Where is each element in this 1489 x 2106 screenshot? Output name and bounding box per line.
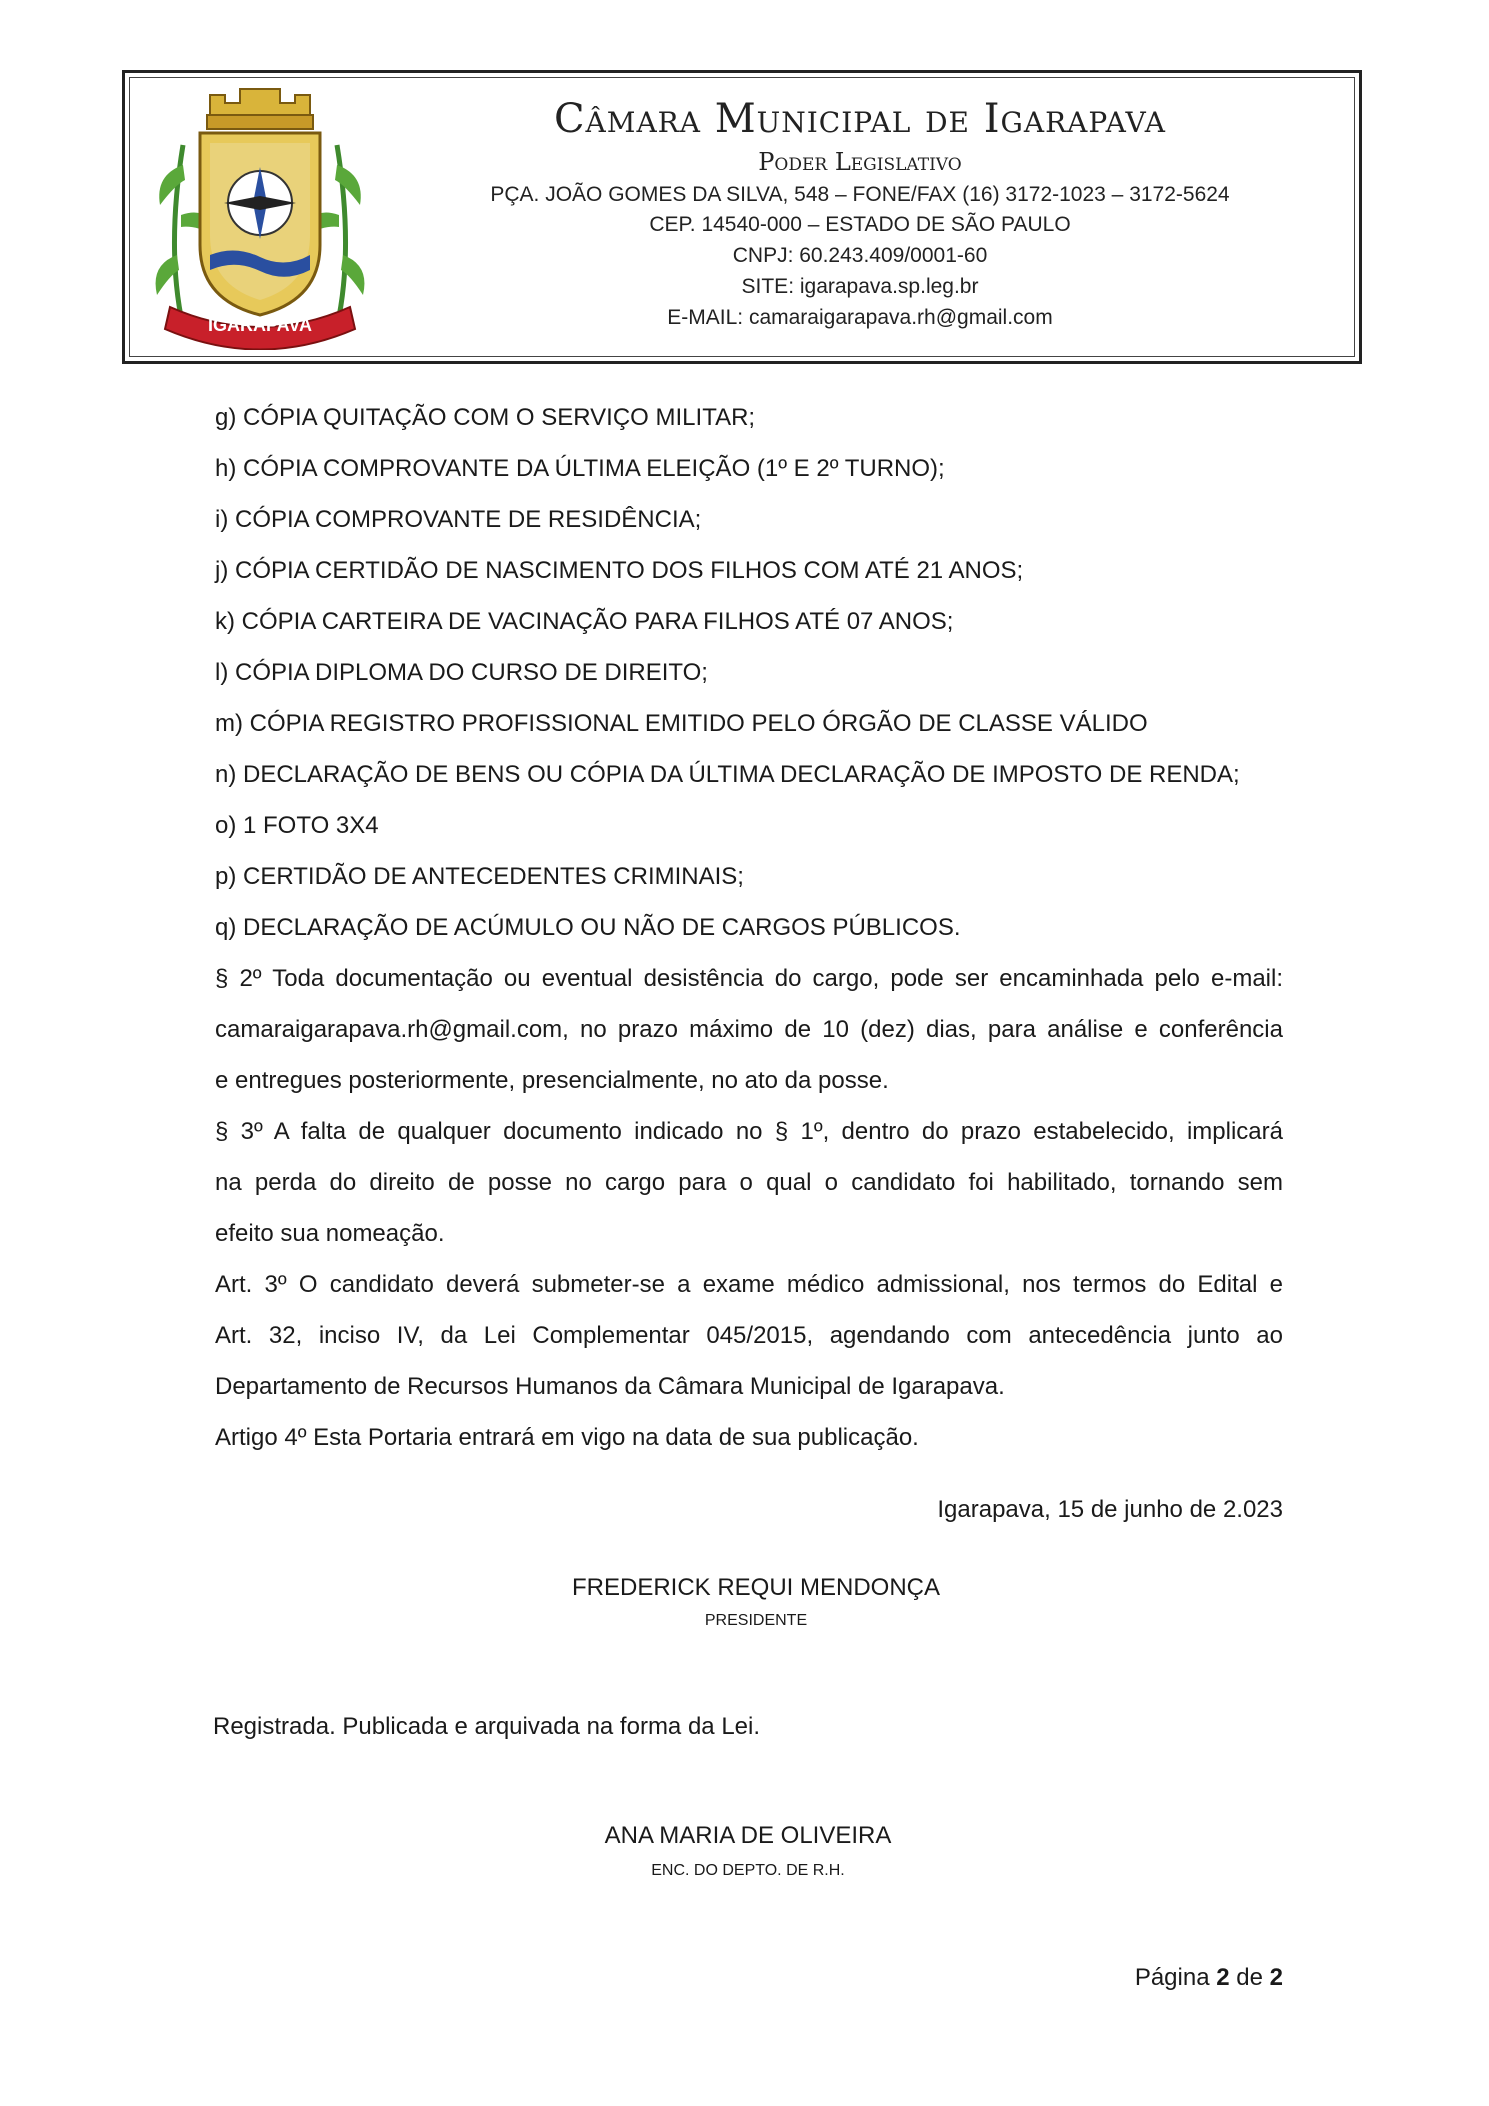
signatory-name: FREDERICK REQUI MENDONÇA xyxy=(571,1574,941,1601)
list-item: l) CÓPIA DIPLOMA DO CURSO DE DIREITO; xyxy=(215,659,708,686)
paragraph-2-line: § 2º Toda documentação ou eventual desistência do cargo, pode ser encaminhada pelo e-mail: xyxy=(215,965,1283,992)
header-site: SITE: igarapava.sp.leg.br xyxy=(741,275,979,298)
header-cnpj: CNPJ: 60.243.409/0001-60 xyxy=(732,244,988,267)
paragraph-3-line: efeito sua nomeação. xyxy=(215,1220,445,1247)
page-number xyxy=(1135,1964,1283,1992)
list-item: o) 1 FOTO 3X4 xyxy=(215,812,379,839)
paragraph-2-line: camaraigarapava.rh@gmail.com, no prazo máximo de 10 (dez) dias, para análise e conferência xyxy=(215,1016,1283,1043)
registrar-name: ANA MARIA DE OLIVEIRA xyxy=(604,1822,892,1849)
page-current: 2 xyxy=(1216,1964,1230,1991)
list-item: p) CERTIDÃO DE ANTECEDENTES CRIMINAIS; xyxy=(215,863,744,890)
header-email: E-MAIL: camaraigarapava.rh@gmail.com xyxy=(667,306,1053,329)
institution-title: Câmara Municipal de Igarapava xyxy=(553,96,1167,142)
document-body xyxy=(215,392,1283,1463)
coat-banner-text: IGARAPAVA xyxy=(207,315,313,335)
article-3-line: Art. 3º O candidato deverá submeter-se a exame médico admissional, nos termos do Edital e xyxy=(215,1271,1283,1298)
page-total: 2 xyxy=(1269,1964,1283,1991)
article-3-line: Art. 32, inciso IV, da Lei Complementar 045/2015, agendando com antecedência junto ao xyxy=(215,1322,1283,1349)
list-item: i) CÓPIA COMPROVANTE DE RESIDÊNCIA; xyxy=(215,506,702,533)
paragraph-3-line: § 3º A falta de qualquer documento indicado no § 1º, dentro do prazo estabelecido, implicará xyxy=(215,1118,1283,1145)
header-cep: CEP. 14540-000 – ESTADO DE SÃO PAULO xyxy=(649,213,1071,236)
header-address: PÇA. JOÃO GOMES DA SILVA, 548 – FONE/FAX (16) 3172-1023 – 3172-5624 xyxy=(490,183,1230,206)
signatory-role: PRESIDENTE xyxy=(704,1612,808,1629)
document-date: Igarapava, 15 de junho de 2.023 xyxy=(937,1496,1283,1523)
list-item: j) CÓPIA CERTIDÃO DE NASCIMENTO DOS FILHOS COM ATÉ 21 ANOS; xyxy=(215,557,1024,584)
registrar-role: ENC. DO DEPTO. DE R.H. xyxy=(651,1862,845,1879)
list-item: h) CÓPIA COMPROVANTE DA ÚLTIMA ELEIÇÃO (1º E 2º TURNO); xyxy=(215,455,945,482)
institution-subtitle: Poder Legislativo xyxy=(758,148,962,176)
list-item: m) CÓPIA REGISTRO PROFISSIONAL EMITIDO PELO ÓRGÃO DE CLASSE VÁLIDO xyxy=(215,710,1148,737)
list-item: g) CÓPIA QUITAÇÃO COM O SERVIÇO MILITAR; xyxy=(215,404,756,431)
article-4: Artigo 4º Esta Portaria entrará em vigo na data de sua publicação. xyxy=(215,1424,919,1451)
page-prefix: Página xyxy=(1134,1964,1210,1991)
list-item: n) DECLARAÇÃO DE BENS OU CÓPIA DA ÚLTIMA DECLARAÇÃO DE IMPOSTO DE RENDA; xyxy=(215,761,1240,788)
coat-of-arms-icon xyxy=(155,85,365,350)
page-sep: de xyxy=(1236,1964,1263,1991)
paragraph-3-line: na perda do direito de posse no cargo para o qual o candidato foi habilitado, tornando sem xyxy=(215,1169,1283,1196)
registration-note: Registrada. Publicada e arquivada na forma da Lei. xyxy=(213,1713,761,1740)
paragraph-2-line: e entregues posteriormente, presencialmente, no ato da posse. xyxy=(215,1067,889,1094)
article-3-line: Departamento de Recursos Humanos da Câmara Municipal de Igarapava. xyxy=(215,1373,1005,1400)
list-item: q) DECLARAÇÃO DE ACÚMULO OU NÃO DE CARGOS PÚBLICOS. xyxy=(215,914,961,941)
list-item: k) CÓPIA CARTEIRA DE VACINAÇÃO PARA FILHOS ATÉ 07 ANOS; xyxy=(215,608,954,635)
